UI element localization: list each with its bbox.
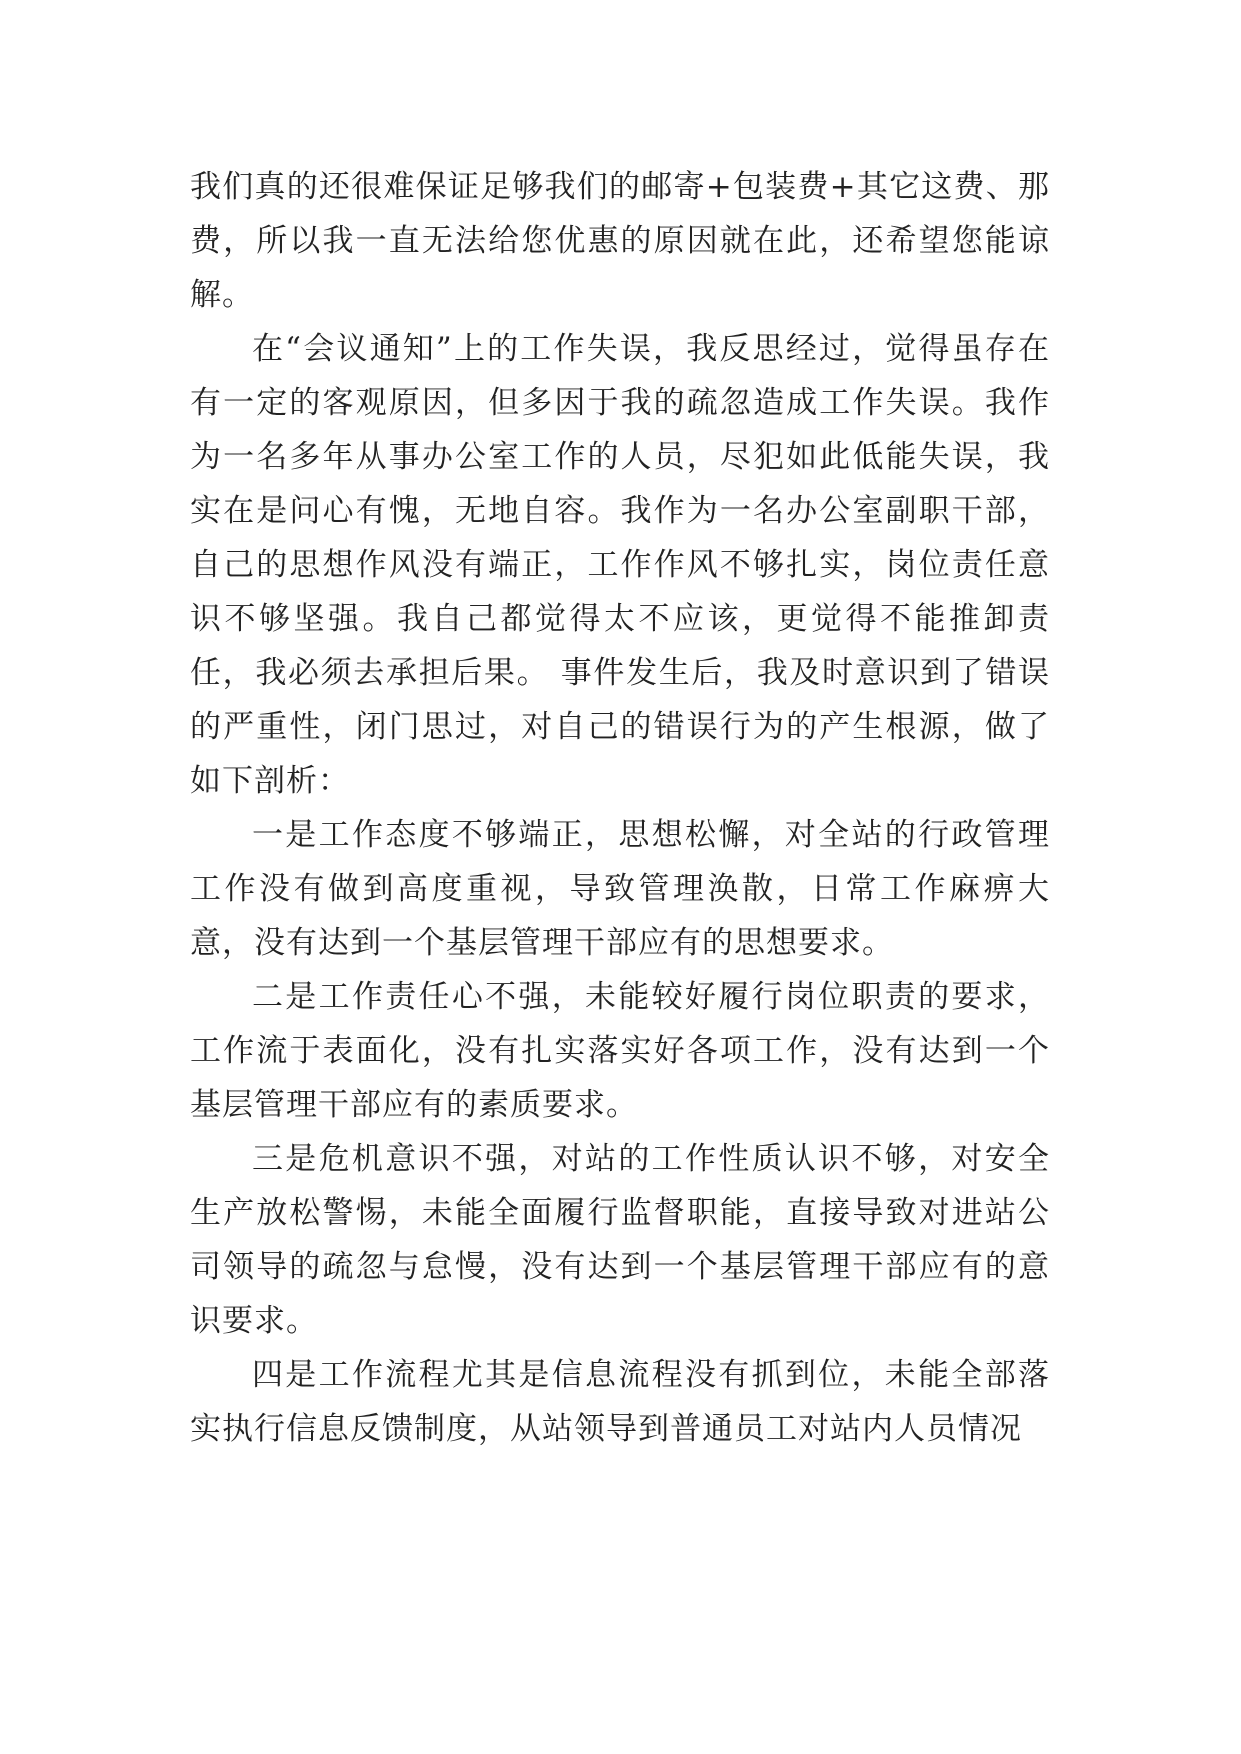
document-body [190,160,1050,1456]
paragraph-4: 二是工作责任心不强，未能较好履行岗位职责的要求，工作流于表面化，没有扎实落实好各项工作，没有达到一个基层管理干部应有的素质要求。 [190,979,1050,1123]
paragraph-6: 四是工作流程尤其是信息流程没有抓到位，未能全部落实执行信息反馈制度，从站领导到普通员工对站内人员情况 [190,1357,1050,1447]
paragraph-3: 一是工作态度不够端正，思想松懈，对全站的行政管理工作没有做到高度重视，导致管理涣散，日常工作麻痹大意，没有达到一个基层管理干部应有的思想要求。 [190,817,1050,961]
paragraph-2: 在“会议通知”上的工作失误，我反思经过，觉得虽存在有一定的客观原因，但多因于我的疏忽造成工作失误。我作为一名多年从事办公室工作的人员，尽犯如此低能失误，我实在是问心有愧，无地自容。我作为一名办公室副职干部，自己的思想作风没有端正，工作作风不够扎实，岗位责任意识不够坚强。我自己都觉得太不应该，更觉得不能推卸责任，我必须去承担后果。 事件发生后，我及时意识到了错误的严重性，闭门思过，对自己的错误行为的产生根源，做了如下剖析： [190,331,1050,799]
paragraph-1: 我们真的还很难保证足够我们的邮寄+包装费+其它这费、那费，所以我一直无法给您优惠的原因就在此，还希望您能谅解。 [190,169,1050,313]
paragraph-5: 三是危机意识不强，对站的工作性质认识不够，对安全生产放松警惕，未能全面履行监督职能，直接导致对进站公司领导的疏忽与怠慢，没有达到一个基层管理干部应有的意识要求。 [190,1141,1050,1339]
